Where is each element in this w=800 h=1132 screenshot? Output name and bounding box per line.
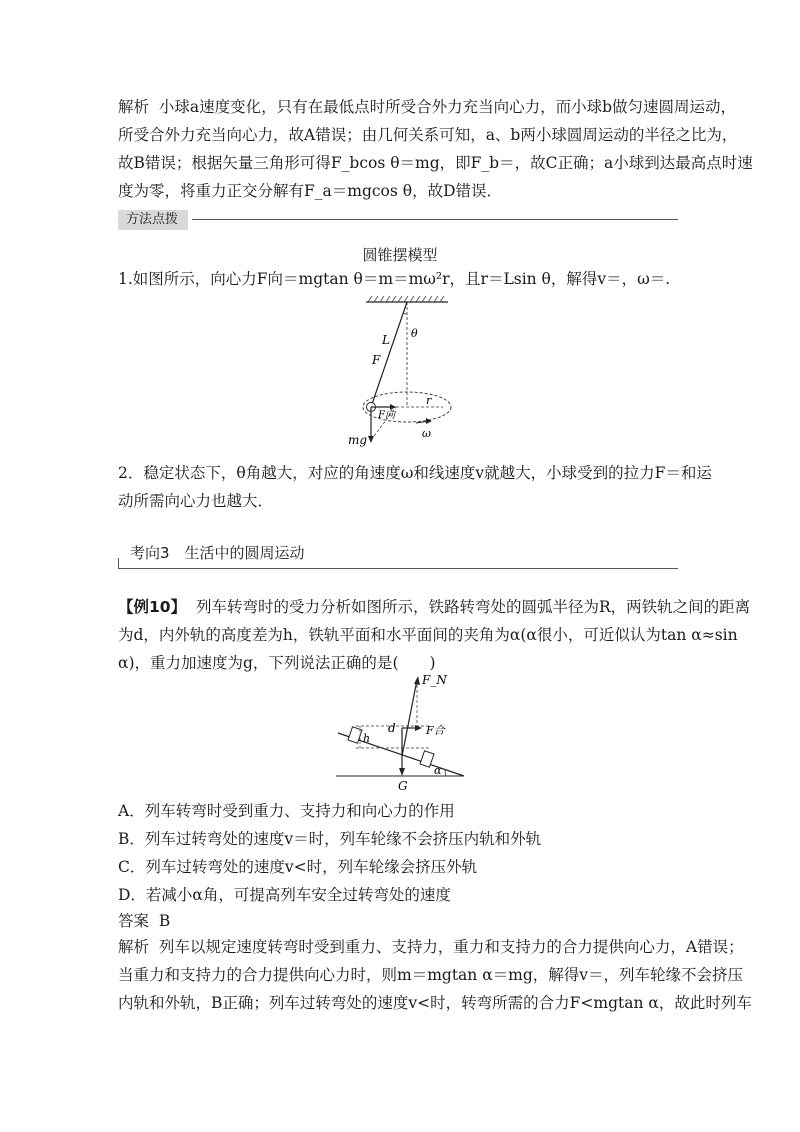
example-line-2: 为d，内外轨的高度差为h，铁轨平面和水平面间的夹角为α(α很小，可近似认为tan α≈sin	[118, 626, 738, 644]
label-F-he: F合	[426, 724, 445, 737]
analysis-1-line-2: 所受合外力充当向心力，故A错误；由几何关系可知，a、b两小球圆周运动的半径之比为，	[118, 126, 738, 144]
label-F: F	[372, 353, 381, 367]
label-omega: ω	[422, 427, 431, 440]
example-line-3: α)，重力加速度为g，下列说法正确的是( )	[118, 654, 436, 672]
analysis-2-line-3: 内轨和外轨，B正确；列车过转弯处的速度v<时，转弯所需的合力F<mgtan α，故此时列车	[118, 994, 752, 1012]
label-d: d	[388, 721, 396, 735]
section-rule	[118, 568, 678, 569]
banked-track-figure	[330, 668, 470, 796]
analysis-2-line-2: 当重力和支持力的合力提供向心力时，则m＝mgtan α＝mg，解得v＝，列车轮缘不会挤压	[118, 966, 744, 984]
option-a: A．列车转弯时受到重力、支持力和向心力的作用	[118, 802, 455, 820]
label-mg: mg	[348, 433, 368, 447]
label-L: L	[382, 333, 390, 347]
answer-value: B	[158, 912, 171, 930]
conical-pendulum-figure	[330, 292, 470, 456]
analysis-2-line-1: 解析 列车以规定速度转弯时受到重力、支持力，重力和支持力的合力提供向心力，A错误；	[118, 938, 744, 956]
label-theta: θ	[411, 327, 418, 340]
option-d: D．若减小α角，可提高列车安全过转弯处的速度	[118, 886, 451, 904]
method-point-1: 1.如图所示，向心力F向＝mgtan θ＝m＝mω²r，且r＝Lsin θ，解得v＝，ω＝.	[118, 270, 671, 288]
method-point-2-line-2: 动所需向心力也越大．	[118, 492, 274, 510]
section-tick	[118, 558, 119, 568]
example-line-1: 【例10】 列车转弯时的受力分析如图所示，铁路转弯处的圆弧半径为R，两铁轨之间的距离	[118, 598, 751, 616]
example-label: 【例10】	[118, 598, 187, 616]
section-header	[118, 542, 678, 572]
method-rule	[192, 219, 678, 220]
answer-line	[118, 910, 698, 932]
answer-label: 答案	[118, 912, 150, 930]
label-h: h	[363, 732, 371, 745]
section-title: 考向3 生活中的圆周运动	[130, 544, 305, 562]
analysis-1-line-3: 故B错误；根据矢量三角形可得F_bcos θ＝mg，即F_b＝，故C正确；a小球到达最高点时速	[118, 154, 753, 172]
label-F-xiang: F向	[378, 410, 395, 421]
analysis-1-line-1: 解析 小球a速度变化，只有在最低点时所受合外力充当向心力，而小球b做匀速圆周运动，	[118, 98, 737, 116]
label-G: G	[398, 779, 408, 793]
analysis-label: 解析	[118, 98, 150, 116]
label-alpha: α	[434, 764, 442, 777]
method-tag-bar	[118, 210, 678, 230]
analysis-2-label: 解析	[118, 938, 150, 956]
option-c: C．列车过转弯处的速度v<时，列车轮缘会挤压外轨	[118, 858, 478, 876]
option-b: B．列车过转弯处的速度v＝时，列车轮缘不会挤压内轨和外轨	[118, 830, 542, 848]
label-r: r	[426, 394, 432, 407]
label-FN: F_N	[422, 673, 447, 687]
method-tag: 方法点拨	[118, 210, 188, 230]
method-point-2-line-1: 2．稳定状态下，θ角越大，对应的角速度ω和线速度v就越大，小球受到的拉力F＝和运	[118, 464, 712, 482]
analysis-1-line-4: 度为零，将重力正交分解有F_a＝mgcos θ，故D错误．	[118, 182, 503, 200]
method-title: 圆锥摆模型	[362, 246, 438, 264]
